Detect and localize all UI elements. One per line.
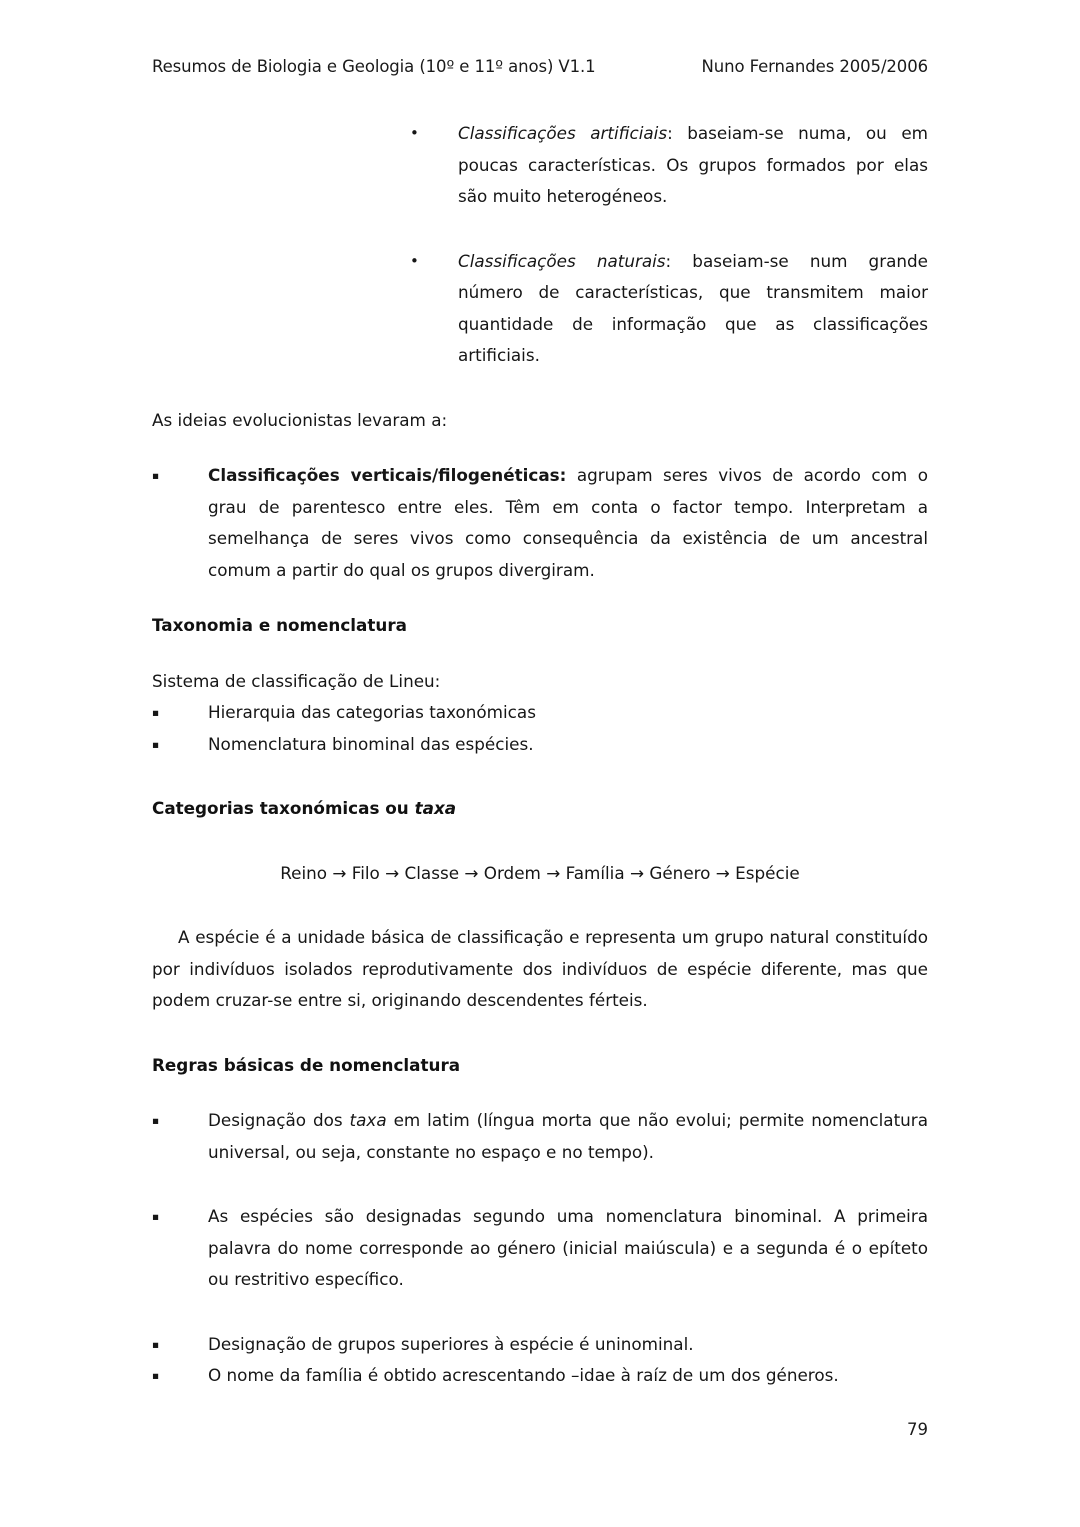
square-bullet-icon: ▪ xyxy=(152,1115,160,1127)
list-item-italic: taxa xyxy=(349,1110,387,1130)
especie-paragraph: A espécie é a unidade básica de classificação e representa um grupo natural constituído por indivíduos isolados reprodutivamente dos indivíduos de espécie diferente, mas que podem cruzar-se entre si, originando descendentes férteis. xyxy=(152,927,928,1010)
list-gap xyxy=(152,1296,928,1329)
list-item xyxy=(152,1105,928,1168)
square-bullet-icon: ▪ xyxy=(152,470,160,482)
section-gap xyxy=(152,889,928,922)
list-item-text xyxy=(208,1105,928,1168)
list-item-text xyxy=(458,246,928,372)
list-item-text xyxy=(208,460,928,586)
classification-bullet-list xyxy=(410,118,928,372)
list-item-text: Designação de grupos superiores à espécie é uninominal. xyxy=(208,1333,694,1354)
list-item-text: As espécies são designadas segundo uma nomenclatura binominal. A primeira palavra do nome corresponde ao género (inicial maiúscula) e a segunda é o epíteto ou restritivo específico. xyxy=(208,1206,928,1289)
round-bullet-icon: • xyxy=(410,124,419,142)
list-item-rest: : baseiam-se numa, ou em poucas características. Os grupos formados por elas são muito heterogéneos. xyxy=(458,123,928,206)
section-gap xyxy=(152,1017,928,1050)
list-item-text: O nome da família é obtido acrescentando –idae à raíz de um dos géneros. xyxy=(208,1365,839,1385)
square-bullet-icon: ▪ xyxy=(152,1211,160,1223)
list-item xyxy=(152,729,928,761)
evolucionistas-bullet-list xyxy=(152,460,928,586)
square-bullet-icon: ▪ xyxy=(152,1338,160,1351)
list-item xyxy=(410,118,928,213)
list-item xyxy=(152,697,928,729)
taxonomia-bullet-list xyxy=(152,697,928,760)
list-item-rest: : baseiam-se num grande número de características, que transmitem maior quantidade de informação que as classificações artificiais. xyxy=(458,250,928,365)
section-gap xyxy=(152,825,928,858)
regras-bullet-list xyxy=(152,1105,928,1392)
list-item-lead-italic: Classificações artificiais xyxy=(458,123,668,143)
section-gap xyxy=(152,372,928,405)
section-heading-regras: Regras básicas de nomenclatura xyxy=(152,1054,461,1075)
list-item xyxy=(152,1201,928,1296)
taxonomia-intro: Sistema de classificação de Lineu: xyxy=(152,670,441,691)
section-gap xyxy=(152,586,928,610)
square-bullet-icon: ▪ xyxy=(152,1370,160,1382)
section-gap xyxy=(152,760,928,793)
header-title-left: Resumos de Biologia e Geologia (10º e 11º anos) V1.1 xyxy=(152,57,596,76)
list-item-text: Nomenclatura binominal das espécies. xyxy=(208,733,534,754)
document-body xyxy=(152,118,928,1392)
list-gap xyxy=(152,1168,928,1201)
list-item-pre: Designação dos xyxy=(208,1110,350,1130)
section-heading-categorias xyxy=(152,793,928,825)
section-gap xyxy=(152,1081,928,1105)
round-bullet-icon: • xyxy=(410,251,419,270)
page-number: 79 xyxy=(907,1420,928,1439)
list-item-lead-italic: Classificações naturais xyxy=(458,250,666,271)
list-item xyxy=(152,1329,928,1361)
list-item-lead-bold: Classificações verticais/filogenéticas: xyxy=(208,465,567,485)
list-item xyxy=(410,246,928,372)
heading-plain-part: Categorias taxonómicas ou xyxy=(152,798,415,818)
list-item-text xyxy=(458,118,928,213)
heading-italic-part: taxa xyxy=(414,798,457,818)
evolucionistas-intro: As ideias evolucionistas levaram a: xyxy=(152,409,448,430)
list-item xyxy=(152,1360,928,1392)
section-gap xyxy=(152,642,928,666)
page-header xyxy=(152,57,928,76)
taxonomic-hierarchy-line: Reino → Filo → Classe → Ordem → Família → Género → Espécie xyxy=(280,862,800,883)
header-author-right: Nuno Fernandes 2005/2006 xyxy=(701,57,928,76)
square-bullet-icon: ▪ xyxy=(152,738,160,751)
square-bullet-icon: ▪ xyxy=(152,707,160,719)
list-item xyxy=(152,460,928,586)
section-gap xyxy=(152,436,928,460)
list-gap xyxy=(410,213,928,246)
list-item-text: Hierarquia das categorias taxonómicas xyxy=(208,702,536,722)
list-item-post: em latim (língua morta que não evolui; permite nomenclatura universal, ou seja, constante no espaço e no tempo). xyxy=(208,1110,928,1162)
list-item-rest: agrupam seres vivos de acordo com o grau de parentesco entre eles. Têm em conta o factor tempo. Interpretam a semelhança de seres vivos como consequência da existência de um ancestral comum a partir do qual os grupos divergiram. xyxy=(208,465,928,580)
section-heading-taxonomia: Taxonomia e nomenclatura xyxy=(152,615,407,635)
